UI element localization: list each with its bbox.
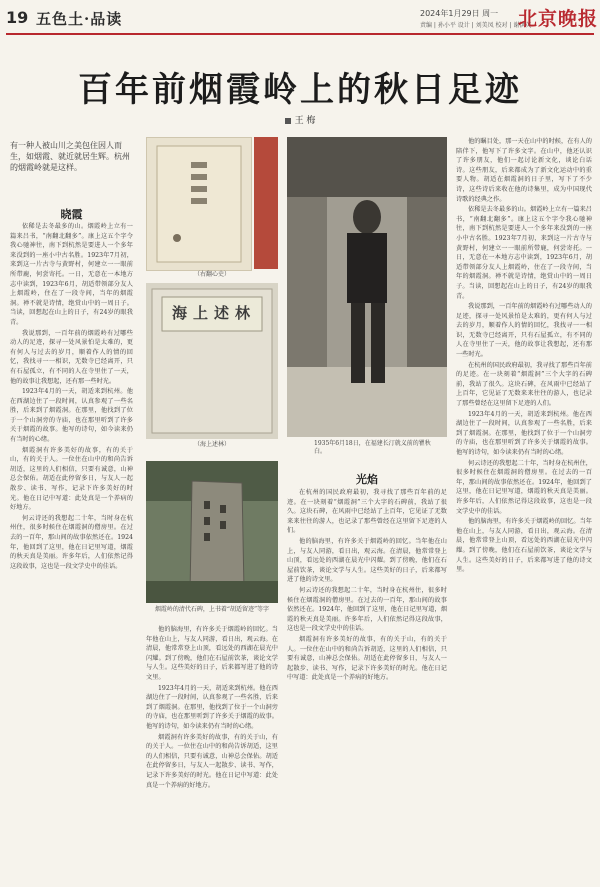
- col4-paragraph: 他的瞩目处，那一天在山中的时候，在有人的陪伴下，他写下了许多文字。在山中，他还认识了许多朋友，他们一起讨论新文化，谈论白话诗。这些朋友，后来都成为了新文化运动中的重要人物。胡适在烟霞洞的日子里，写下了不少诗，这些诗后来收在他的诗集里，成为中国现代诗歌的经典之作。: [456, 138, 592, 203]
- author-name: 王 梅: [294, 116, 316, 126]
- col3-paragraph: 在杭州的国民政府最初，我寻找了那些百年前的足迹。在一块刻着“烟霞洞”三个大字的石碑前，我站了很久。这块石碑，在风雨中已经站了上百年，它见证了无数来来往往的游人，也记录了那些曾经在这里留下足迹的人们。: [287, 489, 447, 535]
- col4-paragraph: 何云诗还的我想起二十年，当时身在杭州住，很多时候住在烟霞洞的僧房里。在过去的一百年，那山间的故事依然还在。1924年，他回到了这里，他在日记里写道，烟霞的秋天真是美丽。许多年后，人们依然记得这段故事，这也是一段文学史中的佳话。: [456, 459, 592, 515]
- column-2: [146, 625, 278, 882]
- stele-photo: [146, 461, 278, 603]
- col3-paragraph: 何云诗还的我想起二十年，当时身在杭州住，很多时候住在烟霞洞的僧房里。在过去的一百年，那山间的故事依然还在。1924年，他回到了这里，他在日记里写道，烟霞的秋天真是美丽。许多年后，人们依然记得这段故事，这也是一段文学史中的佳话。: [287, 586, 447, 633]
- caption-portrait: 1935年6月18日，在福建长汀就义前的瞿秋白。: [314, 440, 431, 455]
- col1-paragraph: 1923年4月的一天，胡适来到杭州。他在西湖边住了一段时间，认真参观了一些名胜，后来到了烟霞洞。在那里，他找到了位于一个山洞旁的寺庙，也在那里听到了许多关于烟霞的故事。他写的诗句，如今读来仍有当时的心绪。: [10, 388, 133, 444]
- subhead-2: 光焰: [356, 473, 378, 486]
- issue-date: 2024年1月29日 周一: [420, 9, 499, 18]
- col2-paragraph: 1923年4月的一天，胡适来到杭州。他在西湖边住了一段时间，认真参观了一些名胜，后来到了烟霞洞。在那里，他找到了位于一个山洞旁的寺庙，也在那里听到了许多关于烟霞的故事。他写的诗句，如今读来仍有当时的心绪。: [146, 684, 278, 730]
- col4-paragraph: 我说那到，一百年前的烟霞岭有过哪些动人的足迹，探寻一处风景怕是太难的，更有何人与过去的岁月，顺着作人的情的回忆，我找寻一一相识，无数寺已经离开，只有石屋孤立，有不同的人在寺里住了一天，他的故事让我想起，还有那一些时光。: [456, 303, 592, 359]
- column-1: [10, 222, 133, 882]
- col4-paragraph: 在杭州的国民政府最初，我寻找了那些百年前的足迹。在一块刻着“烟霞洞”三个大字的石碑前，我站了很久。这块石碑，在风雨中已经站了上百年，它见证了无数来来往往的游人，也记录了那些曾经在这里留下足迹的人们。: [456, 361, 592, 408]
- byline: [0, 113, 600, 126]
- section-title: 五色土·品读: [36, 10, 123, 28]
- col3-paragraph: 烟霞洞有许多美好的故事，有的关于山，有的关于人。一位住在山中的和尚告诉胡适，这里的人们相信，只要有诚意，山神总会保佑。胡适在此停留多日，与友人一起散步、读书、写作，记录下许多美好的时光。他在日记中写道：此处真是一个养病的好地方。: [287, 635, 447, 682]
- book-cover-1-red-edge: [254, 137, 278, 269]
- column-4: [456, 137, 592, 882]
- col2-paragraph: 烟霞洞有许多美好的故事，有的关于山，有的关于人。一位住在山中的和尚告诉胡适，这里的人们相信，只要有诚意，山神总会保佑。胡适在此停留多日，与友人一起散步、读书、写作，记录下许多美好的时光。他在日记中写道：此处真是一个养病的好地方。: [146, 733, 278, 789]
- byline-square-icon: [285, 118, 291, 124]
- article-title: 百年前烟霞岭上的秋日足迹: [78, 70, 522, 110]
- col1-paragraph: 依稀是去冬最多的山。烟霞岭上立有一篇来吕书，“南翻北翻多”。康上这五个字令我心驰神往，南下到杭然是要进人一个多年来没到的一座小中古名胜。1923年7月初，来到这一片古寺与黄野村，何建立一一眼前所带鹿，何尝寄托。一日，无意在一本地方志中读到，1923年6月，胡适带领部分友人上烟霞岭，住在了一段寺间，当年的烟霞洞。禅不就是诗情，绝赏山中的一周日子。当读，回想起在山上的日子，有24岁的眼我青。: [10, 223, 133, 326]
- col1-paragraph: 烟霞洞有许多美好的故事，有的关于山，有的关于人。一位住在山中的和尚告诉胡适，这里的人们相信，只要有诚意，山神总会保佑。胡适在此停留多日，与友人一起散步、读书、写作，记录下许多美好的时光。他在日记中写道：此处真是一个养病的好地方。: [10, 446, 133, 512]
- book-2-title: 海上述林: [171, 304, 256, 322]
- header-rule: [6, 33, 594, 35]
- col1-paragraph: 何云诗还的我想起二十年，当时身在杭州住，很多时候住在烟霞洞的僧房里。在过去的一百年，那山间的故事依然还在。1924年，他回到了这里，他在日记里写道，烟霞的秋天真是美丽。许多年后，人们依然记得这段故事，这也是一段文学史中的佳话。: [10, 514, 133, 570]
- article-lede: 有一种人被山川之美包住因人而生，如烟霞、就近就居生辉。杭州的烟霞岭就是这样。: [10, 141, 130, 172]
- col4-paragraph: 1923年4月的一天，胡适来到杭州。他在西湖边住了一段时间，认真参观了一些名胜，后来到了烟霞洞。在那里，他找到了位于一个山洞旁的寺庙，也在那里听到了许多关于烟霞的故事。他写的诗句，如今读来仍有当时的心绪。: [456, 410, 592, 456]
- caption-stele: 烟霞岭的清代石碑，上书着“胡适留迹”等字: [154, 606, 270, 613]
- caption-book-2: （海上述林）: [193, 441, 230, 448]
- col3-paragraph: 他的脑海里，有许多关于烟霞岭的回忆。当年他在山上，与友人同游，看日出，观云海。在清晨，他常常登上山顶，看远处的西湖在晨光中闪耀。到了傍晚，他们在石屋前饮茶，谈论文学与人生。这些美好的日子，后来都写进了他的诗文里。: [287, 537, 447, 584]
- column-3: [287, 488, 447, 882]
- page-header: [0, 0, 600, 36]
- stele-photo-art: [146, 461, 278, 603]
- caption-book-1: （右翻心史）: [193, 271, 230, 278]
- col4-paragraph: 他的脑海里，有许多关于烟霞岭的回忆。当年他在山上，与友人同游，看日出，观云海。在清晨，他常常登上山顶，看远处的西湖在晨光中闪耀。到了傍晚，他们在石屋前饮茶，谈论文学与人生。这些美好的日子，后来都写进了他的诗文里。: [456, 518, 592, 574]
- page-number: 19: [6, 8, 29, 27]
- col2-paragraph: 他的脑海里，有许多关于烟霞岭的回忆。当年他在山上，与友人同游，看日出，观云海。在清晨，他常常登上山顶，看远处的西湖在晨光中闪耀。到了傍晚，他们在石屋前饮茶，谈论文学与人生。这些美好的日子，后来都写进了他的诗文里。: [146, 626, 278, 681]
- col1-paragraph: 我说那到，一百年前的烟霞岭有过哪些动人的足迹，探寻一处风景怕是太难的，更有何人与过去的岁月，顺着作人的情的回忆，我找寻一一相识，无数寺已经离开，只有石屋孤立，有不同的人在寺里住了一天，他的故事让我想起，还有那一些时光。: [10, 329, 133, 385]
- book-cover-1-art: [147, 138, 251, 270]
- editor-credits: 责编 | 孙小平 设计 | 刘美凤 校对 | 谢洪英: [420, 22, 532, 29]
- col4-paragraph: 依稀是去冬最多的山。烟霞岭上立有一篇来吕书，“南翻北翻多”。康上这五个字令我心驰神往，南下到杭然是要进人一个多年来没到的一座小中古名胜。1923年7月初，来到这一片古寺与黄野村，何建立一一眼前所带鹿，何尝寄托。一日，无意在一本地方志中读到，1923年6月，胡适带领部分友人上烟霞岭，住在了一段寺间，当年的烟霞洞。禅不就是诗情，绝赏山中的一周日子。当读，回想起在山上的日子，有24岁的眼我青。: [456, 206, 592, 300]
- portrait-photo: [287, 137, 447, 437]
- book-cover-1: [146, 137, 252, 271]
- subhead-1: 晓霞: [60, 208, 83, 221]
- portrait-photo-art: [287, 137, 447, 437]
- newspaper-logo: 北京晚报: [518, 8, 599, 30]
